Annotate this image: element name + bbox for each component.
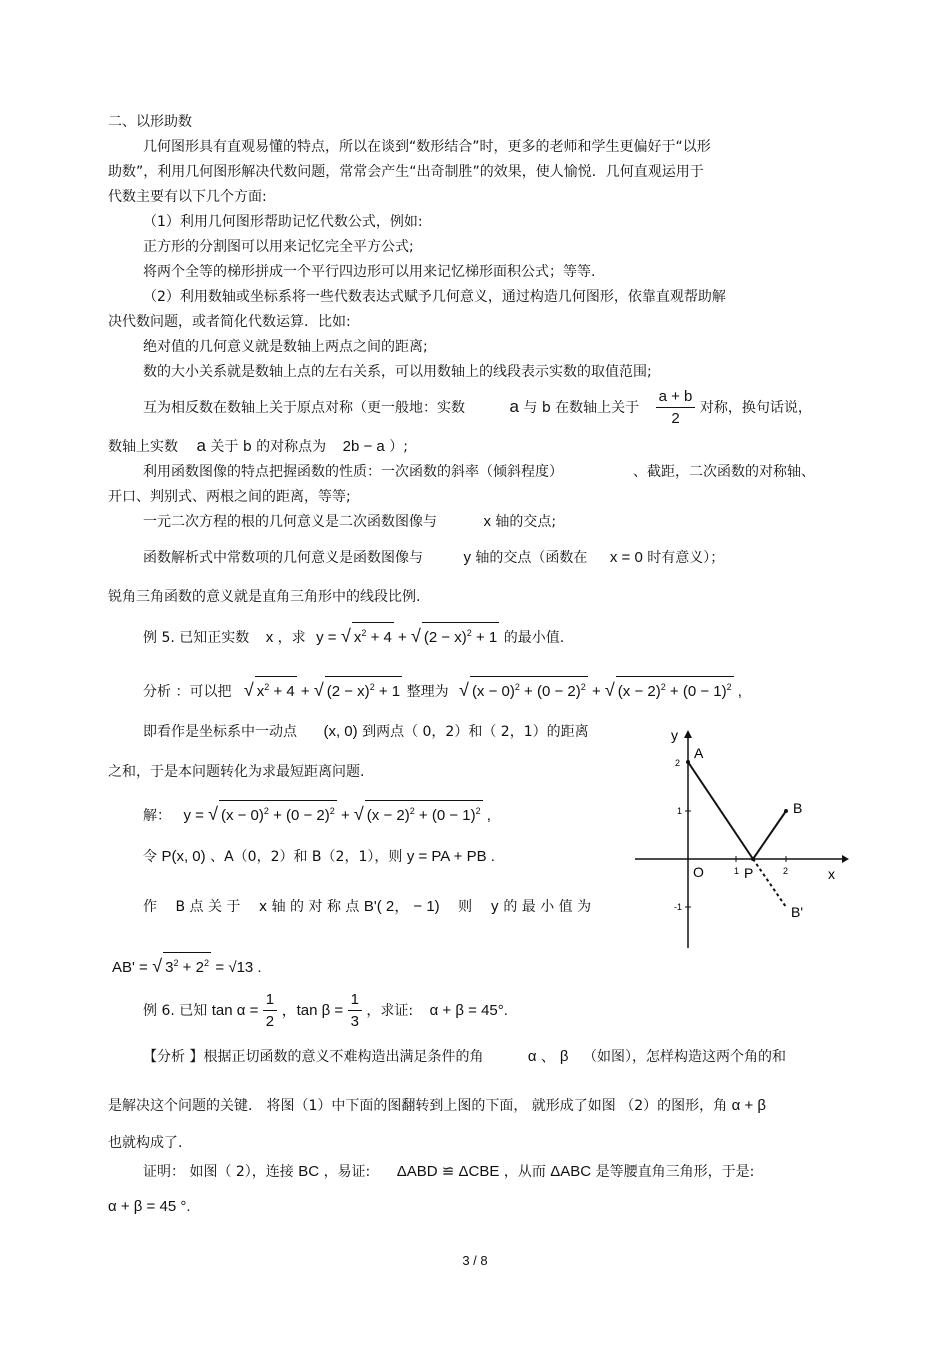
math-y: y = bbox=[316, 629, 337, 646]
tick-label-x1: 1 bbox=[734, 866, 740, 876]
math-expr: y = PA + PB . bbox=[406, 848, 495, 865]
text: 【分析 】根据正切函数的意义不难构造出满足条件的角 bbox=[143, 1049, 484, 1065]
segment-pbprime bbox=[753, 859, 789, 907]
text: 轴的交点（函数在 bbox=[475, 550, 588, 566]
analysis-line bbox=[143, 676, 742, 702]
math-point: P(x, 0) bbox=[161, 848, 206, 865]
text: 关于 b 的对称点为 bbox=[210, 439, 327, 455]
paragraph-line: 助数”，利用几何图形解决代数问题，常常会产生“出奇制胜”的效果，使人愉悦．几何直观运用于 bbox=[108, 164, 704, 180]
text: 数轴上实数 bbox=[108, 439, 178, 455]
y-axis-arrow bbox=[684, 730, 692, 738]
text: 令 bbox=[143, 849, 157, 865]
paragraph-line: 、截距，二次函数的对称轴、 bbox=[633, 464, 815, 480]
ab-line bbox=[112, 952, 262, 978]
math-tan-beta: ，tan β = bbox=[281, 1002, 344, 1019]
text: x 轴 的 对 称 点 bbox=[258, 899, 360, 915]
page-number: 3 / 8 bbox=[462, 1253, 488, 1268]
label-b: B bbox=[793, 800, 803, 816]
math-y: y bbox=[463, 549, 471, 566]
text: ）; bbox=[389, 439, 408, 455]
view-line bbox=[143, 722, 589, 742]
math-x: x bbox=[483, 513, 491, 530]
point-p bbox=[751, 857, 755, 861]
fraction-third bbox=[348, 990, 362, 1033]
fraction-half bbox=[263, 990, 277, 1033]
math-congruence: ΔABD ≌ ΔCBE bbox=[396, 1163, 500, 1180]
text: 时有意义）； bbox=[647, 550, 725, 566]
paragraph-line: 也就构成了. bbox=[108, 1135, 183, 1151]
label-p: P bbox=[744, 865, 754, 881]
text: ，从而 bbox=[503, 1164, 546, 1180]
segment-pa bbox=[688, 762, 753, 859]
x-axis-label: x bbox=[828, 866, 835, 882]
paragraph-line: 利用函数图像的特点把握函数的性质：一次函数的斜率（倾斜程度） bbox=[143, 464, 563, 480]
quadratic-line bbox=[143, 512, 556, 532]
math-x: x bbox=[265, 629, 274, 646]
math-ab: AB' = bbox=[112, 959, 148, 976]
symmetry-line bbox=[143, 386, 812, 430]
text: 互为相反数在数轴上关于原点对称（更一般地：实数 bbox=[143, 400, 465, 416]
math-angles-sum: α + β bbox=[731, 1097, 767, 1114]
math-bc: BC bbox=[298, 1163, 320, 1180]
text: 轴的交点; bbox=[495, 514, 557, 530]
math-result: = √13 . bbox=[215, 959, 262, 976]
text: 的最小值. bbox=[503, 630, 565, 646]
symmetry-line-2 bbox=[108, 436, 408, 457]
sqrt-expr: y = √ $(x - 0)^2 + (0 - 2)^2$ + √ $(x - 2)^2 + (0 - 1)^2$ , bbox=[183, 807, 491, 824]
sqrt-expr: √ $x^2 + 4$ + √ $(2 - x)^2 + 1$ bbox=[341, 629, 499, 646]
coordinate-figure bbox=[630, 720, 850, 955]
text: 是等腰直角三角形，于是: bbox=[595, 1164, 755, 1180]
text: 例 5. 已知正实数 bbox=[143, 630, 250, 646]
list-item: （1）利用几何图形帮助记忆代数公式，例如: bbox=[143, 214, 423, 230]
fraction-midpoint bbox=[656, 387, 696, 430]
text: 则 bbox=[458, 899, 473, 915]
text: 整理为 bbox=[406, 684, 449, 700]
math-expr: 2b − a bbox=[342, 438, 385, 455]
math-a: a bbox=[509, 397, 519, 416]
text: 、A（0，2）和 B（2，1），则 bbox=[210, 849, 403, 865]
text: ，求证: bbox=[366, 1003, 414, 1019]
text: 是解决这个问题的关键． 将图（1）中下面的图翻转到上图的下面， 就形成了如图 （2）的图形，角 bbox=[108, 1098, 728, 1114]
segment-pb bbox=[753, 811, 786, 859]
fraction-denominator: 2 bbox=[671, 409, 680, 427]
text: （如图），怎样构造这两个角的和 bbox=[583, 1049, 786, 1065]
y-axis-label: y bbox=[671, 727, 678, 743]
point-b bbox=[784, 809, 788, 813]
text: 对称，换句话说， bbox=[699, 400, 812, 416]
fraction-numerator: 1 bbox=[263, 990, 277, 1011]
text: 例 6. 已知 bbox=[143, 1003, 208, 1019]
reflection-line bbox=[143, 897, 591, 917]
list-subitem: 绝对值的几何意义就是数轴上两点之间的距离; bbox=[143, 339, 428, 355]
tick-label-y2: 2 bbox=[675, 758, 681, 768]
list-subitem: 数的大小关系就是数轴上点的左右关系，可以用数轴上的线段表示实数的取值范围; bbox=[143, 364, 652, 380]
label-bprime: B' bbox=[791, 904, 804, 920]
conclusion: α + β = 45 °. bbox=[108, 1198, 191, 1215]
text: ，易证: bbox=[323, 1164, 371, 1180]
section-title: 二、以形助数 bbox=[108, 114, 192, 130]
text: 分析 ：可以把 bbox=[143, 684, 232, 700]
list-item: （2）利用数轴或坐标系将一些代数表达式赋予几何意义，通过构造几何图形，依靠直观帮助解 bbox=[143, 289, 726, 305]
tick-label-y1: 1 bbox=[677, 806, 683, 816]
text: y 的 最 小 值 为 bbox=[490, 899, 592, 915]
math-point: B'( 2， − 1) bbox=[363, 898, 440, 915]
math-a: a bbox=[196, 436, 206, 455]
text: 证明： 如图（ 2），连接 bbox=[143, 1164, 294, 1180]
paragraph-line: 锐角三角函数的意义就是直角三角形中的线段比例. bbox=[108, 589, 421, 605]
math-point: (x, 0) bbox=[323, 723, 358, 740]
sqrt-expr: √ $x^2 + 4$ + √ $(2 - x)^2 + 1$ bbox=[244, 683, 402, 700]
text: ，求 bbox=[277, 630, 306, 646]
proof-line bbox=[143, 1162, 754, 1182]
text: 作 bbox=[143, 899, 157, 915]
tick-label-x2: 2 bbox=[783, 866, 789, 876]
list-subitem: 将两个全等的梯形拼成一个平行四边形可以用来记忆梯形面积公式；等等. bbox=[143, 264, 596, 280]
point-a bbox=[686, 760, 690, 764]
example-5 bbox=[143, 622, 564, 648]
constant-line bbox=[143, 548, 724, 568]
paragraph-line: 之和，于是本问题转化为求最短距离问题. bbox=[108, 764, 365, 780]
sqrt-expr: √ $(x - 0)^2 + (0 - 2)^2$ + √ $(x - 2)^2 + (0 - 1)^2$ , bbox=[459, 683, 742, 700]
let-line bbox=[143, 847, 495, 867]
text: 与 b 在数轴上关于 bbox=[523, 400, 640, 416]
analysis-6 bbox=[143, 1047, 786, 1067]
math-triangle: ΔABC bbox=[550, 1163, 592, 1180]
math-tan-alpha: tan α = bbox=[211, 1002, 259, 1019]
analysis-6-line2 bbox=[108, 1096, 766, 1116]
text: 即看作是坐标系中一动点 bbox=[143, 724, 297, 740]
paragraph-line: 几何图形具有直观易懂的特点，所以在谈到“数形结合”时，更多的老师和学生更偏好于“以形 bbox=[143, 139, 711, 155]
sqrt-expr: √ $3^2 + 2^2$ bbox=[152, 959, 211, 976]
x-axis-arrow bbox=[842, 855, 849, 863]
fraction-denominator: 3 bbox=[350, 1012, 359, 1030]
math-angles: α 、 β bbox=[527, 1048, 569, 1065]
fraction-numerator: 1 bbox=[348, 990, 362, 1011]
example-6 bbox=[143, 988, 508, 1034]
solution-line bbox=[143, 800, 491, 826]
label-origin: O bbox=[693, 864, 704, 880]
math-expr: α + β = 45°. bbox=[429, 1002, 508, 1019]
fraction-numerator: a + b bbox=[656, 387, 696, 408]
label-a: A bbox=[694, 745, 704, 761]
paragraph-line: 开口、判别式、两根之间的距离，等等; bbox=[108, 489, 351, 505]
text: B 点 关 于 bbox=[175, 899, 241, 915]
tick-label-ym1: -1 bbox=[674, 902, 683, 912]
fraction-denominator: 2 bbox=[265, 1012, 275, 1030]
text: 到两点（ 0，2）和（ 2，1）的距离 bbox=[362, 724, 589, 740]
list-item: 决代数问题，或者简化代数运算．比如: bbox=[108, 314, 351, 330]
list-subitem: 正方形的分割图可以用来记忆完全平方公式; bbox=[143, 239, 414, 255]
text: 函数解析式中常数项的几何意义是函数图像与 bbox=[143, 550, 423, 566]
text: 解： bbox=[143, 808, 171, 824]
text: 一元二次方程的根的几何意义是二次函数图像与 bbox=[143, 514, 437, 530]
math-expr: x = 0 bbox=[609, 549, 643, 566]
paragraph-line: 代数主要有以下几个方面: bbox=[108, 189, 267, 205]
